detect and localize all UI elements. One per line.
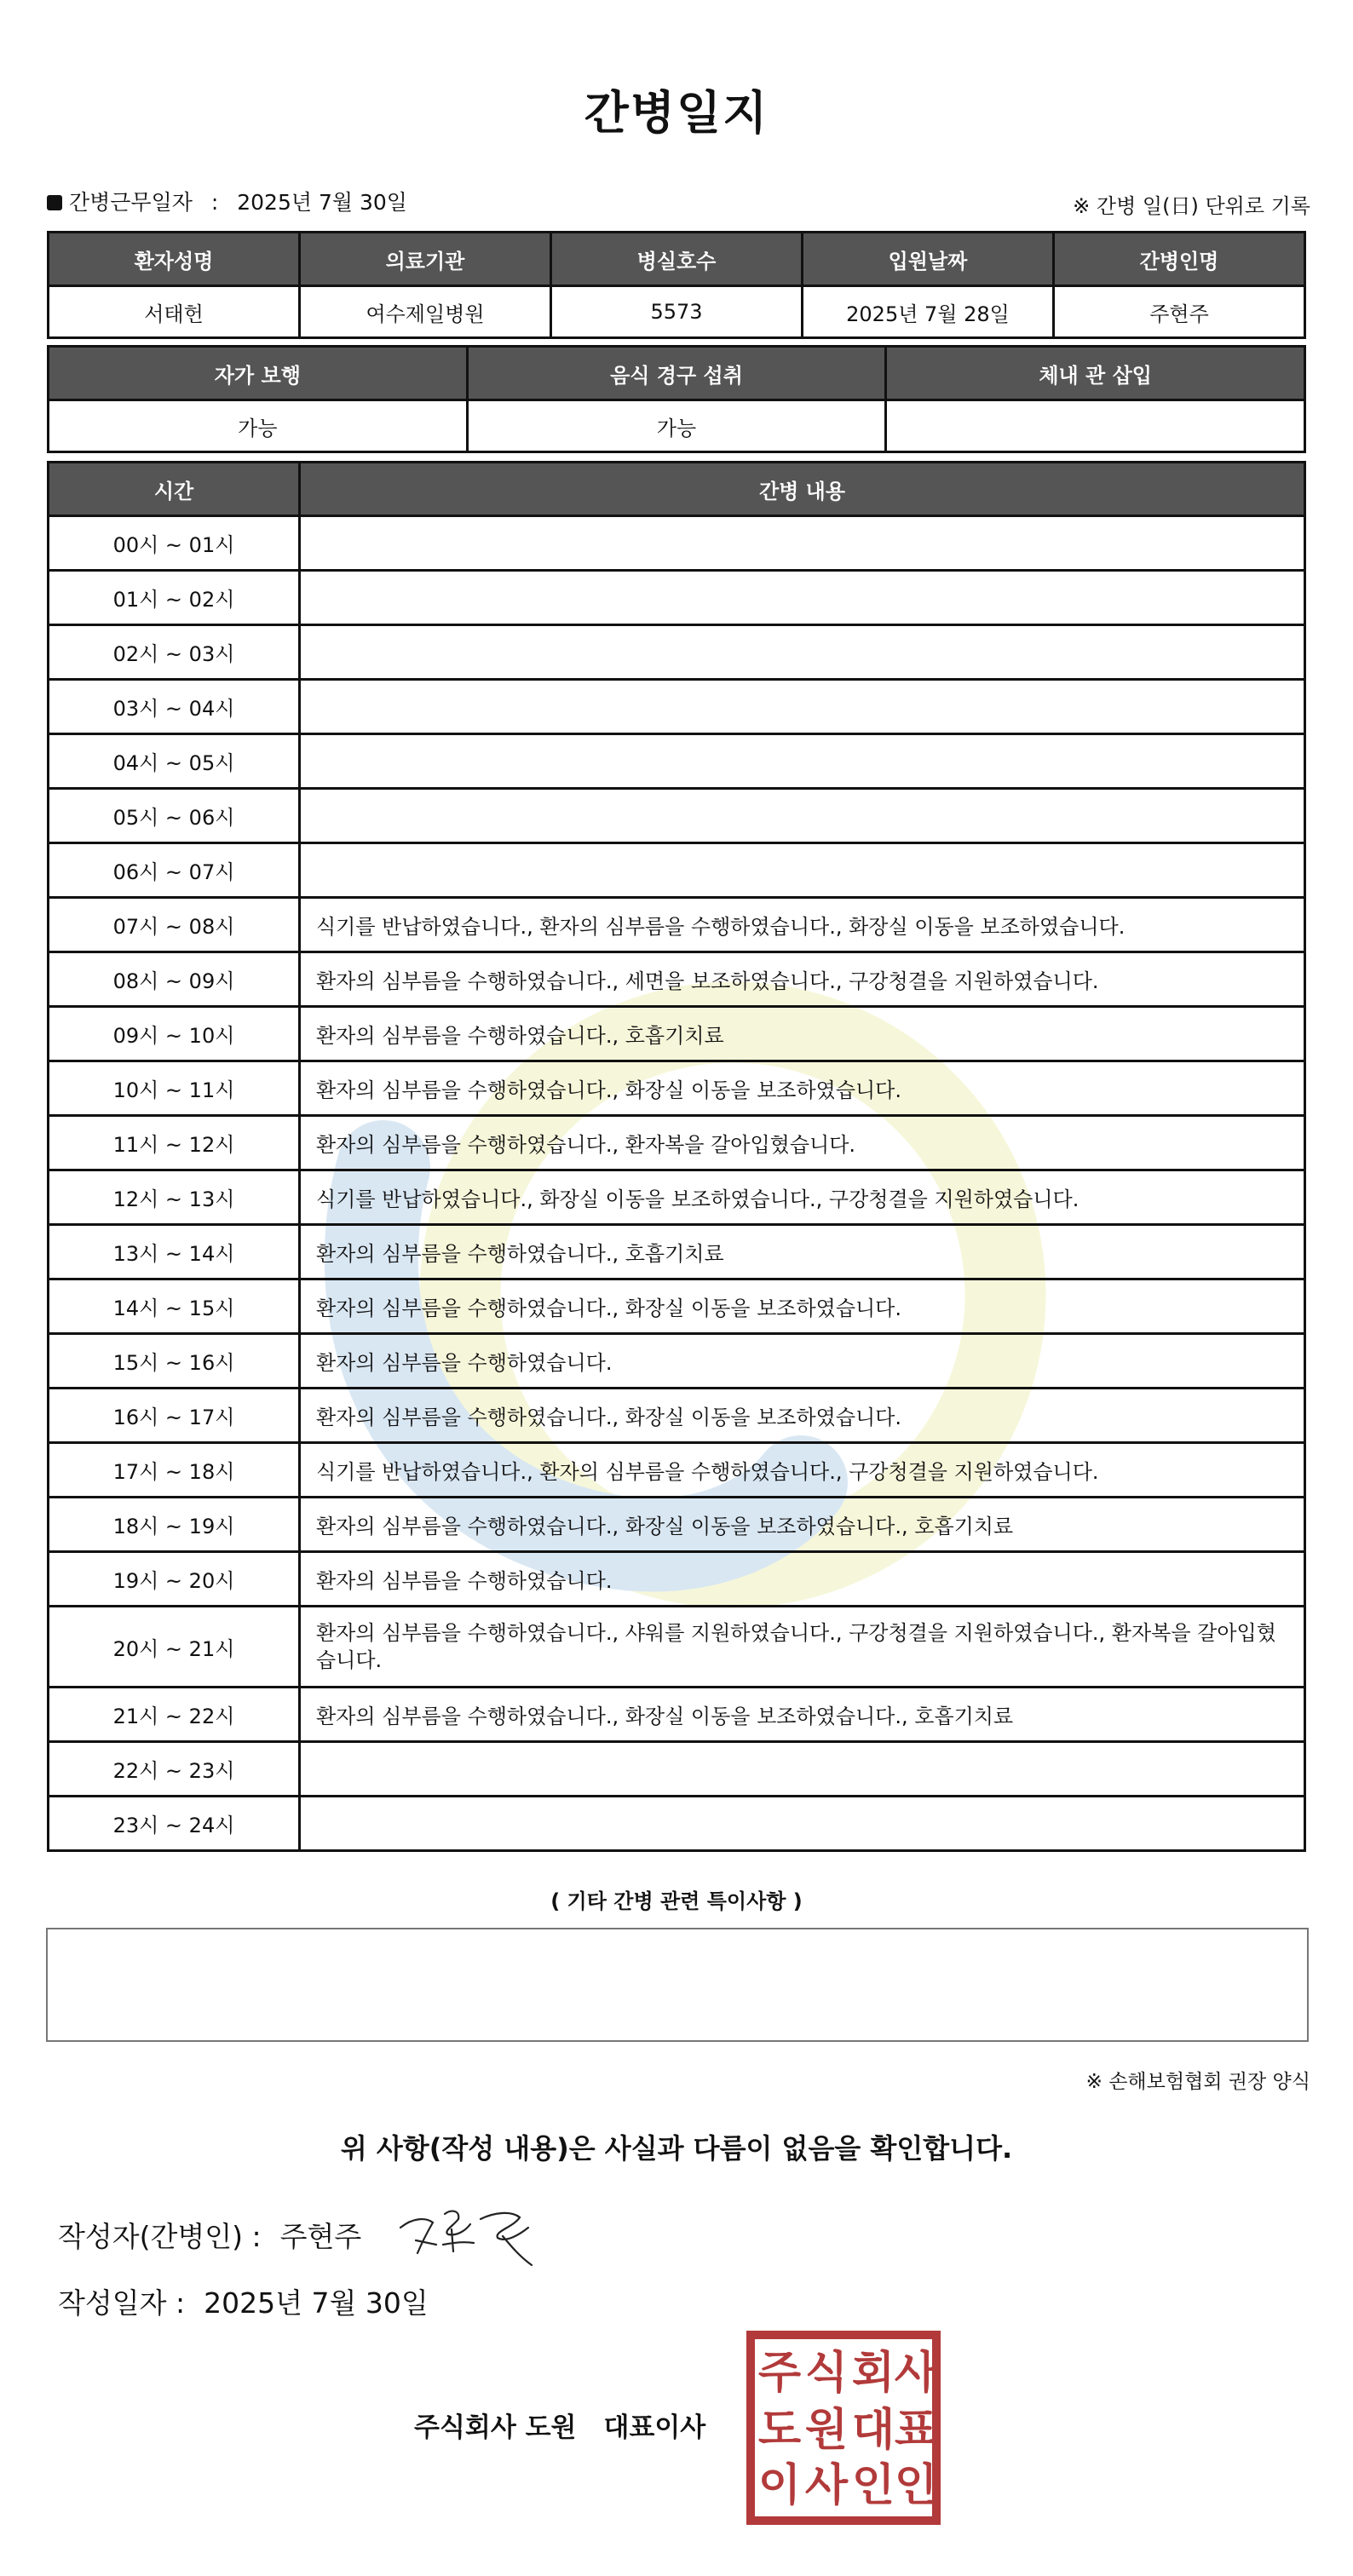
ability-table — [47, 345, 1306, 453]
care-row — [49, 1552, 1305, 1607]
company-name: 주식회사 도원 — [414, 2412, 577, 2443]
care-row — [49, 1116, 1305, 1170]
care-row — [49, 1742, 1305, 1797]
care-row-time: 18시 ~ 19시 — [49, 1498, 300, 1552]
care-log-table — [47, 461, 1306, 1852]
care-row-content: 환자의 심부름을 수행하였습니다. — [300, 1334, 1305, 1389]
care-row-content: 환자의 심부름을 수행하였습니다., 환자복을 갈아입혔습니다. — [300, 1116, 1305, 1170]
care-row — [49, 625, 1305, 680]
care-row-content — [300, 789, 1305, 843]
care-row-content: 환자의 심부름을 수행하였습니다., 화장실 이동을 보조하였습니다. — [300, 1061, 1305, 1116]
care-row-content — [300, 843, 1305, 898]
work-date-row — [47, 186, 407, 216]
care-row-content: 식기를 반납하였습니다., 화장실 이동을 보조하였습니다., 구강청결을 지원하였습니다. — [300, 1170, 1305, 1225]
care-row-content: 식기를 반납하였습니다., 환자의 심부름을 수행하였습니다., 구강청결을 지원하였습니다. — [300, 1443, 1305, 1498]
care-row-time: 00시 ~ 01시 — [49, 516, 300, 571]
care-row-time: 05시 ~ 06시 — [49, 789, 300, 843]
care-row-content: 환자의 심부름을 수행하였습니다., 호흡기치료 — [300, 1007, 1305, 1061]
care-row-time: 23시 ~ 24시 — [49, 1797, 300, 1851]
header-patient-name: 환자성명 — [49, 233, 300, 286]
write-date-value: 2025년 7월 30일 — [204, 2286, 429, 2320]
care-row-time: 22시 ~ 23시 — [49, 1742, 300, 1797]
care-row-content — [300, 516, 1305, 571]
care-row — [49, 1607, 1305, 1688]
care-row-time: 08시 ~ 09시 — [49, 952, 300, 1007]
seal-character: 사 — [804, 2460, 849, 2511]
work-date-separator: : — [210, 190, 219, 215]
care-row — [49, 1389, 1305, 1443]
care-row — [49, 680, 1305, 734]
care-row-time: 20시 ~ 21시 — [49, 1607, 300, 1688]
writer-label: 작성자(간병인) : — [58, 2220, 262, 2253]
header-oral-intake: 음식 경구 섭취 — [467, 347, 886, 400]
write-date-row — [58, 2281, 429, 2321]
care-row-time: 13시 ~ 14시 — [49, 1225, 300, 1279]
seal-character: 주 — [757, 2348, 802, 2399]
care-row-time: 16시 ~ 17시 — [49, 1389, 300, 1443]
care-row-content: 환자의 심부름을 수행하였습니다., 샤워를 지원하였습니다., 구강청결을 지원하였습니다., 환자복을 갈아입혔습니다. — [300, 1607, 1305, 1688]
care-row — [49, 843, 1305, 898]
header-hospital: 의료기관 — [300, 233, 551, 286]
header-care-content: 간병 내용 — [300, 463, 1305, 516]
care-row — [49, 1007, 1305, 1061]
document-title: 간병일지 — [584, 86, 769, 140]
care-row-time: 11시 ~ 12시 — [49, 1116, 300, 1170]
care-row-content: 환자의 심부름을 수행하였습니다., 화장실 이동을 보조하였습니다. — [300, 1279, 1305, 1334]
seal-character: 원 — [804, 2405, 849, 2456]
confirmation-statement: 위 사항(작성 내용)은 사실과 다름이 없음을 확인합니다. — [340, 2132, 1013, 2165]
care-row — [49, 952, 1305, 1007]
care-row-content — [300, 680, 1305, 734]
seal-character: 인 — [894, 2460, 938, 2511]
seal-character: 인 — [851, 2460, 895, 2511]
care-row-time: 17시 ~ 18시 — [49, 1443, 300, 1498]
care-row-time: 19시 ~ 20시 — [49, 1552, 300, 1607]
care-row-content: 환자의 심부름을 수행하였습니다., 호흡기치료 — [300, 1225, 1305, 1279]
remarks-box — [46, 1928, 1309, 2042]
care-row — [49, 1061, 1305, 1116]
care-row-content — [300, 625, 1305, 680]
care-row-time: 14시 ~ 15시 — [49, 1279, 300, 1334]
seal-character: 식 — [804, 2348, 849, 2399]
care-row — [49, 898, 1305, 952]
care-row-time: 12시 ~ 13시 — [49, 1170, 300, 1225]
care-row-time: 10시 ~ 11시 — [49, 1061, 300, 1116]
work-date-label: 간병근무일자 — [69, 190, 193, 215]
header-time: 시간 — [49, 463, 300, 516]
caregiver-name: 주현주 — [1054, 286, 1305, 338]
header-self-walking: 자가 보행 — [49, 347, 468, 400]
header-admission-date: 입원날짜 — [803, 233, 1054, 286]
care-row-time: 06시 ~ 07시 — [49, 843, 300, 898]
seal-character: 이 — [757, 2460, 802, 2511]
care-row-content — [300, 734, 1305, 789]
seal-character: 대 — [851, 2405, 895, 2456]
care-row-time: 03시 ~ 04시 — [49, 680, 300, 734]
unit-note: ※ 간병 일(日) 단위로 기록 — [1073, 194, 1310, 218]
company-representative: 대표이사 — [603, 2412, 706, 2443]
patient-info-table — [47, 231, 1306, 339]
tube-insertion-value — [886, 400, 1305, 452]
care-row-content: 식기를 반납하였습니다., 환자의 심부름을 수행하였습니다., 화장실 이동을 보조하였습니다. — [300, 898, 1305, 952]
care-row — [49, 1279, 1305, 1334]
care-row-time: 09시 ~ 10시 — [49, 1007, 300, 1061]
header-caregiver-name: 간병인명 — [1054, 233, 1305, 286]
company-row — [414, 2406, 705, 2444]
care-row — [49, 1225, 1305, 1279]
self-walking-value: 가능 — [49, 400, 468, 452]
form-note: ※ 손해보험협회 권장 양식 — [1085, 2071, 1310, 2093]
seal-character: 표 — [894, 2405, 938, 2456]
care-row — [49, 516, 1305, 571]
care-row — [49, 1170, 1305, 1225]
oral-intake-value: 가능 — [467, 400, 886, 452]
seal-character: 회 — [851, 2348, 895, 2399]
seal-character: 사 — [894, 2348, 938, 2399]
admission-date: 2025년 7월 28일 — [803, 286, 1054, 338]
hospital-name: 여수제일병원 — [300, 286, 551, 338]
care-row — [49, 1443, 1305, 1498]
care-row-content: 환자의 심부름을 수행하였습니다., 화장실 이동을 보조하였습니다. — [300, 1389, 1305, 1443]
writer-row — [58, 2215, 361, 2255]
write-date-label: 작성일자 : — [58, 2286, 186, 2320]
care-row-content: 환자의 심부름을 수행하였습니다. — [300, 1552, 1305, 1607]
care-row-time: 07시 ~ 08시 — [49, 898, 300, 952]
company-seal — [746, 2330, 941, 2526]
bullet-square-icon — [47, 195, 62, 210]
care-row-content: 환자의 심부름을 수행하였습니다., 화장실 이동을 보조하였습니다., 호흡기치료 — [300, 1498, 1305, 1552]
care-row-time: 04시 ~ 05시 — [49, 734, 300, 789]
room-number: 5573 — [551, 286, 803, 338]
care-row-content — [300, 1742, 1305, 1797]
care-row-content: 환자의 심부름을 수행하였습니다., 화장실 이동을 보조하였습니다., 호흡기치료 — [300, 1688, 1305, 1742]
remarks-title: ( 기타 간병 관련 특이사항 ) — [550, 1889, 803, 1913]
care-row — [49, 1688, 1305, 1742]
header-tube-insertion: 체내 관 삽입 — [886, 347, 1305, 400]
care-row-time: 15시 ~ 16시 — [49, 1334, 300, 1389]
care-row-time: 21시 ~ 22시 — [49, 1688, 300, 1742]
care-row-content — [300, 571, 1305, 625]
seal-character: 도 — [757, 2405, 802, 2456]
signature — [392, 2194, 562, 2270]
care-row — [49, 734, 1305, 789]
patient-name: 서태헌 — [49, 286, 300, 338]
care-row-content: 환자의 심부름을 수행하였습니다., 세면을 보조하였습니다., 구강청결을 지원하였습니다. — [300, 952, 1305, 1007]
writer-name: 주현주 — [279, 2220, 362, 2253]
care-row — [49, 1334, 1305, 1389]
care-row — [49, 571, 1305, 625]
care-row — [49, 1797, 1305, 1851]
care-row-content — [300, 1797, 1305, 1851]
header-room-number: 병실호수 — [551, 233, 803, 286]
work-date-value: 2025년 7월 30일 — [237, 190, 407, 215]
care-row — [49, 1498, 1305, 1552]
care-row-time: 02시 ~ 03시 — [49, 625, 300, 680]
care-row — [49, 789, 1305, 843]
care-row-time: 01시 ~ 02시 — [49, 571, 300, 625]
